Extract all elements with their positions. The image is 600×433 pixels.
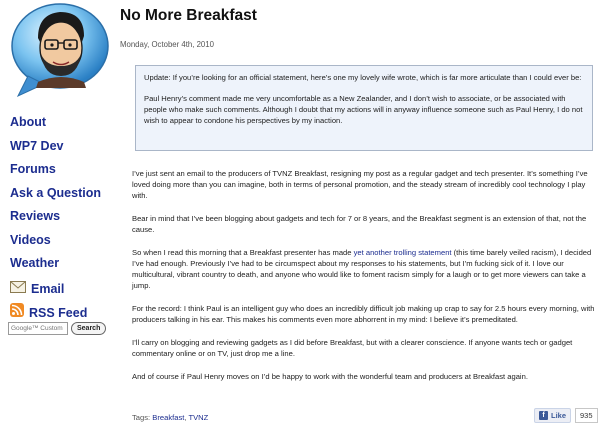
like-label: Like (551, 411, 567, 420)
update-box (135, 65, 593, 151)
search-button[interactable]: Search (71, 322, 106, 335)
nav-link-wp7-dev[interactable]: WP7 Dev (10, 138, 64, 153)
like-count: 935 (575, 408, 598, 423)
sidebar-item-ask-a-question[interactable] (10, 184, 101, 208)
sidebar-item-about[interactable] (10, 113, 101, 137)
nav-link-weather[interactable]: Weather (10, 256, 60, 270)
nav-link-forums[interactable]: Forums (10, 162, 56, 176)
nav-link-rss-feed[interactable]: RSS Feed (29, 305, 88, 320)
body-paragraph-3-text: So when I read this morning that a Breakfast presenter has made (132, 248, 354, 257)
sidebar-item-wp7-dev[interactable] (10, 137, 101, 161)
tags-label: Tags: (132, 413, 151, 422)
search-form (8, 322, 106, 335)
like-button[interactable] (534, 408, 571, 423)
body-paragraph-1: I’ve just sent an email to the producers of TVNZ Breakfast, resigning my post as a regular gadget and tech presenter. It’s something I’ve loved doing more than you can imagine, both in terms of personal promotion, and the steady stream of incredibly cool technology I play with. (132, 169, 588, 200)
sidebar-item-rss-feed[interactable] (10, 301, 101, 325)
body-paragraph-3 (132, 247, 596, 291)
sidebar-item-reviews[interactable] (10, 207, 101, 231)
nav-link-ask-a-question[interactable]: Ask a Question (10, 185, 101, 200)
sidebar-item-forums[interactable] (10, 160, 101, 184)
sidebar-item-weather[interactable] (10, 254, 101, 278)
body-paragraph-5: I’ll carry on blogging and reviewing gadgets as I did before Breakfast, but with a clearer conscience. If anyone wants tech or gadget commentary online or on TV, just drop me a line. (132, 338, 573, 358)
post-date: Monday, October 4th, 2010 (120, 40, 214, 49)
body-paragraph-4: For the record: I think Paul is an intelligent guy who does an incredibly difficult job making up crap to say for 2.5 hours every morning, with producers talking in his ear. This makes his comments even more abhorrent in my mind: I believe it’s premeditated. (132, 304, 595, 324)
avatar[interactable] (8, 2, 112, 98)
tag-link-tvnz[interactable]: TVNZ (188, 413, 209, 422)
envelope-icon[interactable] (10, 280, 26, 298)
update-paragraph-2: Paul Henry’s comment made me very uncomfortable as a New Zealander, and I don’t wish to associate, or be associated with people who make such comments. Although I doubt that my actions will in anyway influence someone such as Paul Henry, I do not wish to appear to condone his perspectives by my inaction. (144, 94, 583, 125)
facebook-like (534, 408, 598, 423)
body-paragraph-2: Bear in mind that I’ve been blogging about gadgets and tech for 7 or 8 years, and the Breakfast segment is an extension of that, not the cause. (132, 214, 587, 234)
post-tags: Tags: Breakfast, TVNZ (132, 413, 209, 422)
sidebar-nav (10, 113, 101, 325)
nav-link-email[interactable]: Email (31, 282, 65, 297)
cartoon-face-icon (8, 2, 112, 98)
update-paragraph-1: Update: If you’re looking for an official statement, here’s one my lovely wife wrote, which is far more articulate than I could ever be: (144, 73, 582, 82)
post-title[interactable]: No More Breakfast (120, 7, 257, 24)
sidebar-item-videos[interactable] (10, 231, 101, 255)
rss-icon[interactable] (10, 303, 24, 322)
post-body (132, 168, 596, 394)
nav-link-videos[interactable]: Videos (10, 232, 51, 247)
facebook-icon: f (539, 411, 548, 420)
trolling-statement-link[interactable]: yet another trolling statement (353, 248, 452, 257)
tag-link-breakfast[interactable]: Breakfast (152, 413, 185, 422)
body-paragraph-6: And of course if Paul Henry moves on I’d be happy to work with the wonderful team and producers at Breakfast again. (132, 372, 528, 381)
nav-link-reviews[interactable]: Reviews (10, 209, 61, 223)
body-paragraph-3-rest: (this time barely veiled racism), I decided I’ve had enough. Previously I’ve had to be circumspect about my responses to his statements, but I’m fucking sick of it. I love our multicultural, vibrant country to death, and anyone who would like to foment racism simply for a laugh or to get more viewers can take a jump. (132, 248, 592, 290)
search-input[interactable] (8, 322, 68, 335)
sidebar (0, 0, 118, 433)
nav-link-about[interactable]: About (10, 115, 47, 129)
sidebar-item-email[interactable] (10, 278, 101, 302)
